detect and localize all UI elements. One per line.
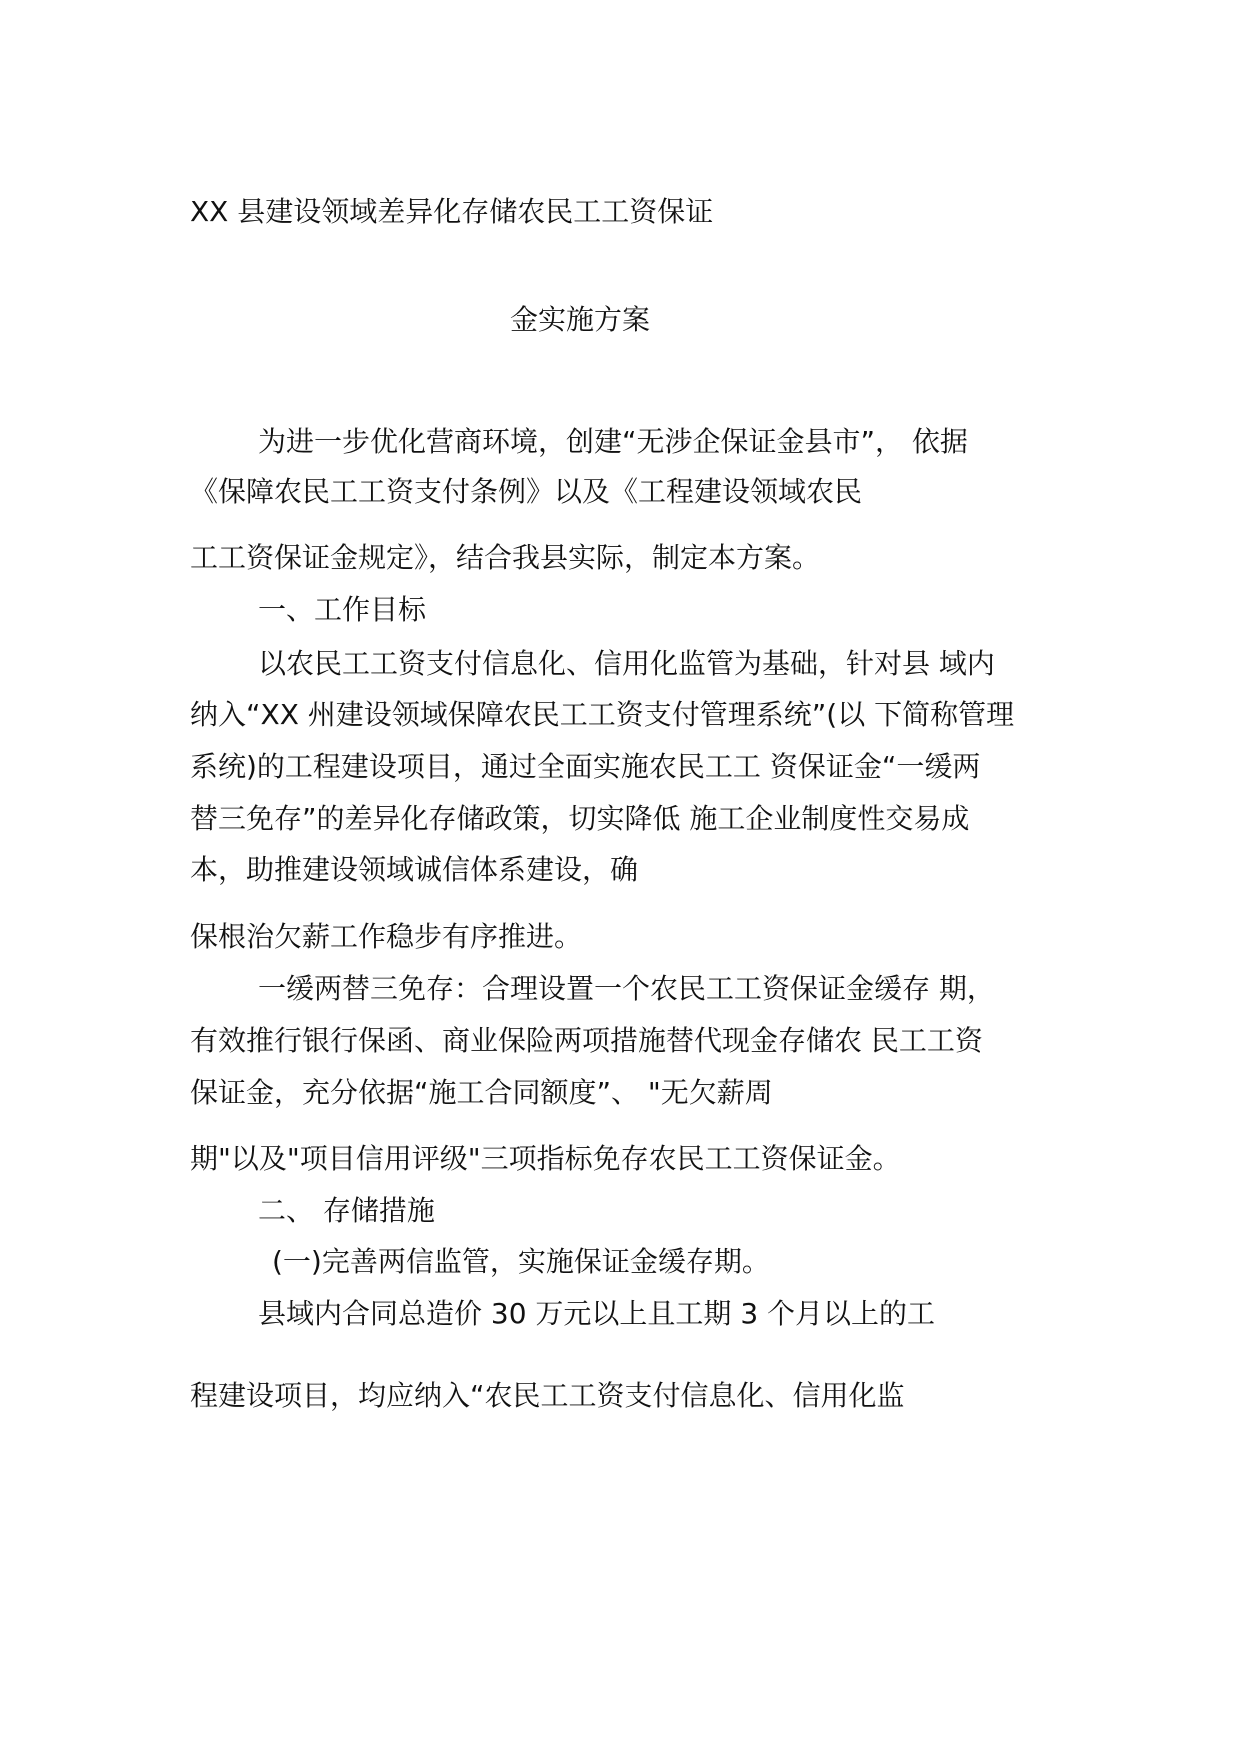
- document-title-line-1: XX 县建设领域差异化存储农民工工资保证: [190, 195, 714, 228]
- paragraph-line: 一缓两替三免存：合理设置一个农民工工资保证金缓存 期，: [258, 972, 995, 1005]
- paragraph-line: 工工资保证金规定》，结合我县实际，制定本方案。: [190, 541, 821, 574]
- paragraph-line: 本，助推建设领域诚信体系建设，确: [190, 853, 639, 886]
- paragraph-line: 以农民工工资支付信息化、信用化监管为基础，针对县 域内: [258, 647, 995, 680]
- paragraph-line: 保根治欠薪工作稳步有序推进。: [190, 920, 583, 953]
- paragraph-line: 替三免存”的差异化存储政策，切实降低 施工企业制度性交易成: [190, 802, 970, 835]
- subsection-heading: (一)完善两信监管，实施保证金缓存期。: [272, 1245, 770, 1278]
- paragraph-line: 保证金，充分依据“施工合同额度”、 "无欠薪周: [190, 1076, 773, 1109]
- document-title-line-2: 金实施方案: [510, 303, 651, 336]
- paragraph-line: 程建设项目，均应纳入“农民工工资支付信息化、信用化监: [190, 1379, 905, 1412]
- paragraph-line: 期"以及"项目信用评级"三项指标免存农民工工资保证金。: [190, 1142, 901, 1175]
- section-heading: 二、 存储措施: [258, 1194, 435, 1227]
- paragraph-line: 系统)的工程建设项目，通过全面实施农民工工 资保证金“一缓两: [190, 750, 981, 783]
- paragraph-line: 纳入“XX 州建设领域保障农民工工资支付管理系统”(以 下简称管理: [190, 698, 1015, 731]
- paragraph-line: 县域内合同总造价 30 万元以上且工期 3 个月以上的工: [258, 1297, 936, 1330]
- section-heading: 一、工作目标: [258, 593, 427, 626]
- paragraph-line: 为进一步优化营商环境，创建“无涉企保证金县市”， 依据: [258, 425, 968, 458]
- paragraph-line: 《保障农民工工资支付条例》以及《工程建设领域农民: [190, 475, 863, 508]
- paragraph-line: 有效推行银行保函、商业保险两项措施替代现金存储农 民工工资: [190, 1024, 983, 1057]
